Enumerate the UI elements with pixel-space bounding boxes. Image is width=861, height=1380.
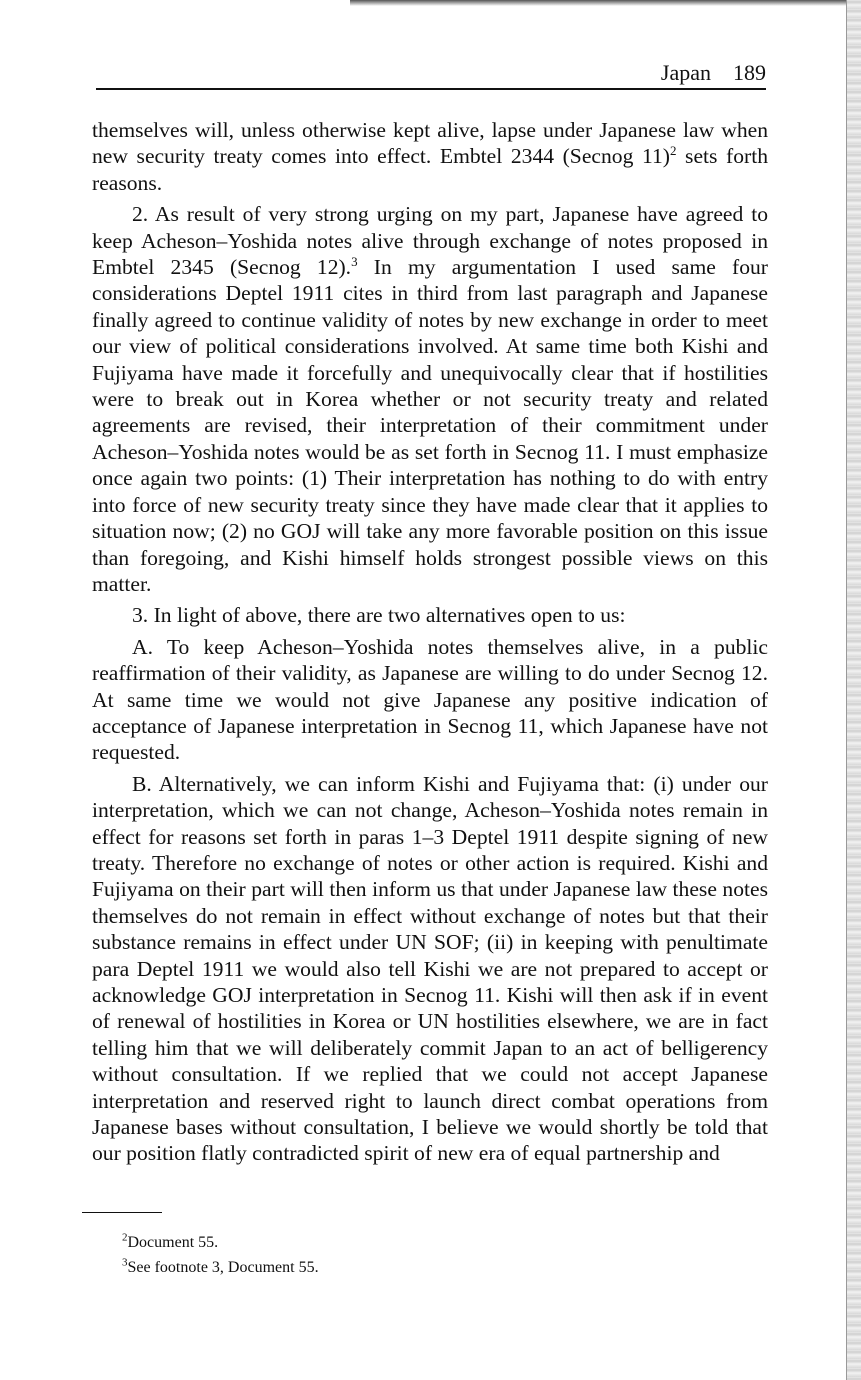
- footnotes: [122, 1230, 319, 1280]
- paragraph-3: 3. In light of above, there are two alternatives open to us:: [132, 603, 626, 628]
- running-title: Japan: [660, 60, 711, 85]
- paragraph-continued: [92, 117, 768, 196]
- body-text: [92, 117, 768, 1167]
- footnote-rule: [82, 1212, 162, 1213]
- footnote: [122, 1255, 319, 1280]
- paragraph-text-tail: sets forth reasons.: [92, 144, 768, 195]
- footnote-mark: 3: [122, 1256, 128, 1269]
- footnote: [122, 1230, 319, 1255]
- footnote-text: See footnote 3, Document 55.: [127, 1259, 319, 1276]
- page-number: 189: [733, 60, 766, 85]
- footnote-ref: 2: [669, 143, 677, 159]
- footnote-mark: 2: [122, 1231, 128, 1244]
- paragraph-b: B. Alternatively, we can inform Kishi and Fujiyama that: (i) under our interpretation, which we can not change, Acheson–Yoshida notes remain in effect for reasons set forth in paras 1–3 Deptel 1911 despite signing of new treaty. Therefore no exchange of notes or other action is required. Kishi and Fujiyama on their part will then inform us that under Japanese law these notes themselves do not remain in effect without exchange of notes but that their substance remains in effect under UN SOF; (ii) in keeping with penultimate para Deptel 1911 we would also tell Kishi we are not prepared to accept or acknowledge GOJ interpretation in Secnog 11. Kishi will then ask if in event of renewal of hostilities in Korea or UN hostilities elsewhere, we are in fact telling him that we will deliberately commit Japan to an act of belligerency without consultation. If we replied that we could not accept Japanese interpretation and reserved right to launch direct combat operations from Japanese bases without consultation, I believe we would shortly be told that our position flatly contradicted spirit of new era of equal partnership and: [92, 771, 768, 1166]
- paragraph-text: themselves will, unless otherwise kept alive, lapse under Japanese law when new security treaty comes into effect. Embtel 2344 (Secnog 11): [92, 118, 768, 169]
- footnote-ref: 3: [351, 253, 358, 269]
- paragraph-text: 2. As result of very strong urging on my part, Japanese have agreed to keep Acheson–Yoshida notes alive through exchange of notes proposed in Embtel 2345 (Secnog 12).: [92, 202, 768, 280]
- header-rule: [96, 88, 766, 90]
- footnote-text: Document 55.: [127, 1234, 219, 1251]
- book-gutter-edge: [846, 0, 861, 1380]
- paragraph-a: A. To keep Acheson–Yoshida notes themselves alive, in a public reaffirmation of their validity, as Japanese are willing to do under Secnog 12. At same time we would not give Japanese any positive indication of acceptance of Japanese interpretation in Secnog 11, which Japanese have not requested.: [92, 634, 768, 765]
- paragraph-2: [92, 201, 768, 597]
- page-edge-top: [350, 0, 861, 6]
- running-header: [96, 60, 766, 86]
- paragraph-text-tail: In my argumentation I used same four considerations Deptel 1911 cites in third from last paragraph and Japanese finally agreed to continue validity of notes by new exchange in order to meet our view of political considerations involved. At same time both Kishi and Fujiyama have made it forcefully and unequivocally clear that if hostilities were to break out in Korea whether or not security treaty and related agreements are revised, their interpretation of their commitment under Acheson–Yoshida notes would be as set forth in Secnog 11. I must emphasize once again two points: (1) Their interpretation has nothing to do with entry into force of new security treaty since they have made clear that it applies to situation now; (2) no GOJ will take any more favorable position on this issue than foregoing, and Kishi himself holds strongest possible views on this matter.: [92, 255, 768, 596]
